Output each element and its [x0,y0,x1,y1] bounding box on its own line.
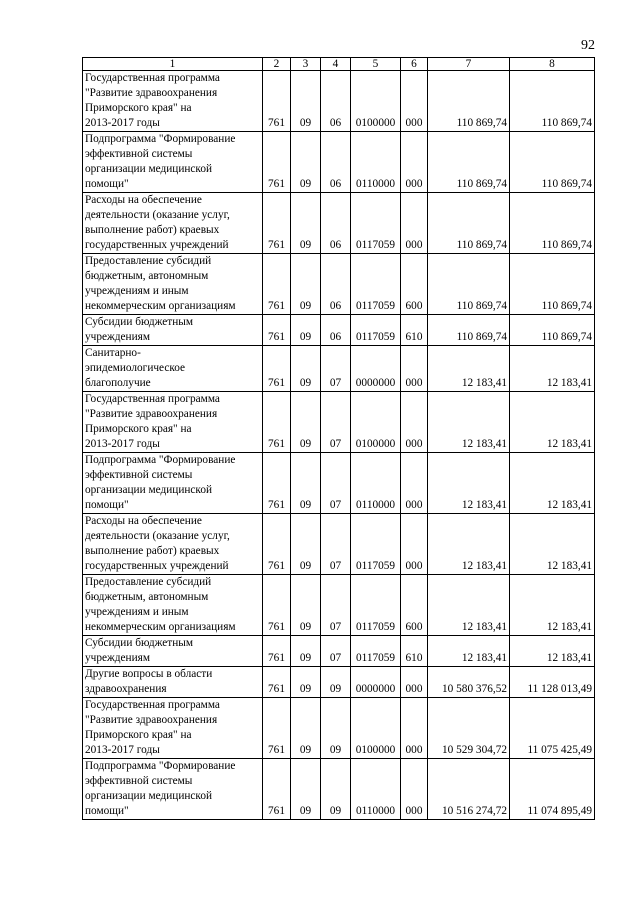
amount-cell: 110 869,74 [428,132,510,193]
table-row [83,667,595,698]
row-name-cell: Субсидии бюджетным учреждениям [83,315,263,346]
section-code-cell: 09 [291,193,321,254]
table-row [83,392,595,453]
row-name-cell: Предоставление субсидий бюджетным, автономным учреждениям и иным некоммерческим организациям [83,254,263,315]
ministry-code-cell: 761 [263,514,291,575]
table-body [83,71,595,820]
target-article-cell: 0110000 [351,453,401,514]
target-article-cell: 0000000 [351,667,401,698]
section-code-cell: 09 [291,254,321,315]
expense-type-cell: 000 [401,453,428,514]
column-header: 4 [321,58,351,71]
subsection-code-cell: 07 [321,392,351,453]
subsection-code-cell: 09 [321,698,351,759]
amount-cell: 110 869,74 [510,193,595,254]
ministry-code-cell: 761 [263,346,291,392]
table-row [83,71,595,132]
target-article-cell: 0110000 [351,132,401,193]
budget-table [82,57,595,820]
ministry-code-cell: 761 [263,315,291,346]
subsection-code-cell: 06 [321,254,351,315]
row-name-cell: Государственная программа "Развитие здравоохранения Приморского края" на 2013-2017 годы [83,71,263,132]
ministry-code-cell: 761 [263,453,291,514]
row-name-cell: Расходы на обеспечение деятельности (оказание услуг, выполнение работ) краевых государственных учреждений [83,514,263,575]
amount-cell: 10 580 376,52 [428,667,510,698]
row-name-cell: Санитарно- эпидемиологическое благополучие [83,346,263,392]
ministry-code-cell: 761 [263,636,291,667]
subsection-code-cell: 07 [321,346,351,392]
target-article-cell: 0100000 [351,71,401,132]
expense-type-cell: 000 [401,759,428,820]
section-code-cell: 09 [291,759,321,820]
amount-cell: 12 183,41 [510,453,595,514]
column-header: 6 [401,58,428,71]
expense-type-cell: 000 [401,193,428,254]
expense-type-cell: 000 [401,71,428,132]
subsection-code-cell: 06 [321,315,351,346]
amount-cell: 110 869,74 [510,254,595,315]
subsection-code-cell: 07 [321,636,351,667]
amount-cell: 12 183,41 [428,636,510,667]
subsection-code-cell: 06 [321,193,351,254]
amount-cell: 12 183,41 [510,346,595,392]
table-header-row [83,58,595,71]
section-code-cell: 09 [291,315,321,346]
target-article-cell: 0117059 [351,193,401,254]
table-row [83,514,595,575]
subsection-code-cell: 09 [321,759,351,820]
target-article-cell: 0000000 [351,346,401,392]
amount-cell: 110 869,74 [510,315,595,346]
subsection-code-cell: 07 [321,514,351,575]
section-code-cell: 09 [291,636,321,667]
subsection-code-cell: 07 [321,575,351,636]
subsection-code-cell: 06 [321,132,351,193]
expense-type-cell: 000 [401,392,428,453]
amount-cell: 11 075 425,49 [510,698,595,759]
table-row [83,346,595,392]
target-article-cell: 0110000 [351,759,401,820]
expense-type-cell: 000 [401,667,428,698]
amount-cell: 12 183,41 [510,392,595,453]
ministry-code-cell: 761 [263,759,291,820]
expense-type-cell: 600 [401,254,428,315]
row-name-cell: Подпрограмма "Формирование эффективной системы организации медицинской помощи" [83,759,263,820]
section-code-cell: 09 [291,392,321,453]
column-header: 2 [263,58,291,71]
row-name-cell: Субсидии бюджетным учреждениям [83,636,263,667]
table-row [83,636,595,667]
subsection-code-cell: 06 [321,71,351,132]
section-code-cell: 09 [291,698,321,759]
amount-cell: 10 516 274,72 [428,759,510,820]
column-header: 8 [510,58,595,71]
expense-type-cell: 000 [401,514,428,575]
ministry-code-cell: 761 [263,698,291,759]
amount-cell: 110 869,74 [428,254,510,315]
ministry-code-cell: 761 [263,575,291,636]
amount-cell: 12 183,41 [428,514,510,575]
table-row [83,575,595,636]
ministry-code-cell: 761 [263,71,291,132]
ministry-code-cell: 761 [263,254,291,315]
page-number: 92 [581,38,595,53]
target-article-cell: 0117059 [351,254,401,315]
expense-type-cell: 000 [401,698,428,759]
section-code-cell: 09 [291,71,321,132]
row-name-cell: Предоставление субсидий бюджетным, автономным учреждениям и иным некоммерческим организациям [83,575,263,636]
target-article-cell: 0117059 [351,575,401,636]
amount-cell: 12 183,41 [428,575,510,636]
target-article-cell: 0100000 [351,392,401,453]
column-header: 1 [83,58,263,71]
amount-cell: 10 529 304,72 [428,698,510,759]
amount-cell: 110 869,74 [428,71,510,132]
ministry-code-cell: 761 [263,392,291,453]
amount-cell: 12 183,41 [510,636,595,667]
amount-cell: 12 183,41 [510,514,595,575]
table-row [83,453,595,514]
table-row [83,193,595,254]
amount-cell: 110 869,74 [428,193,510,254]
expense-type-cell: 000 [401,346,428,392]
amount-cell: 11 074 895,49 [510,759,595,820]
ministry-code-cell: 761 [263,667,291,698]
expense-type-cell: 610 [401,636,428,667]
ministry-code-cell: 761 [263,132,291,193]
target-article-cell: 0117059 [351,514,401,575]
target-article-cell: 0100000 [351,698,401,759]
column-header: 7 [428,58,510,71]
amount-cell: 110 869,74 [510,71,595,132]
expense-type-cell: 610 [401,315,428,346]
section-code-cell: 09 [291,453,321,514]
section-code-cell: 09 [291,132,321,193]
subsection-code-cell: 07 [321,453,351,514]
table-row [83,315,595,346]
table-row [83,254,595,315]
section-code-cell: 09 [291,575,321,636]
subsection-code-cell: 09 [321,667,351,698]
section-code-cell: 09 [291,514,321,575]
row-name-cell: Государственная программа "Развитие здравоохранения Приморского края" на 2013-2017 годы [83,392,263,453]
row-name-cell: Подпрограмма "Формирование эффективной системы организации медицинской помощи" [83,453,263,514]
amount-cell: 12 183,41 [510,575,595,636]
amount-cell: 12 183,41 [428,453,510,514]
section-code-cell: 09 [291,346,321,392]
row-name-cell: Государственная программа "Развитие здравоохранения Приморского края" на 2013-2017 годы [83,698,263,759]
table-row [83,759,595,820]
column-header: 3 [291,58,321,71]
row-name-cell: Расходы на обеспечение деятельности (оказание услуг, выполнение работ) краевых государственных учреждений [83,193,263,254]
expense-type-cell: 600 [401,575,428,636]
row-name-cell: Подпрограмма "Формирование эффективной системы организации медицинской помощи" [83,132,263,193]
table-row [83,132,595,193]
amount-cell: 12 183,41 [428,346,510,392]
column-header: 5 [351,58,401,71]
amount-cell: 12 183,41 [428,392,510,453]
amount-cell: 110 869,74 [428,315,510,346]
table-row [83,698,595,759]
ministry-code-cell: 761 [263,193,291,254]
expense-type-cell: 000 [401,132,428,193]
row-name-cell: Другие вопросы в области здравоохранения [83,667,263,698]
target-article-cell: 0117059 [351,636,401,667]
section-code-cell: 09 [291,667,321,698]
target-article-cell: 0117059 [351,315,401,346]
amount-cell: 11 128 013,49 [510,667,595,698]
amount-cell: 110 869,74 [510,132,595,193]
